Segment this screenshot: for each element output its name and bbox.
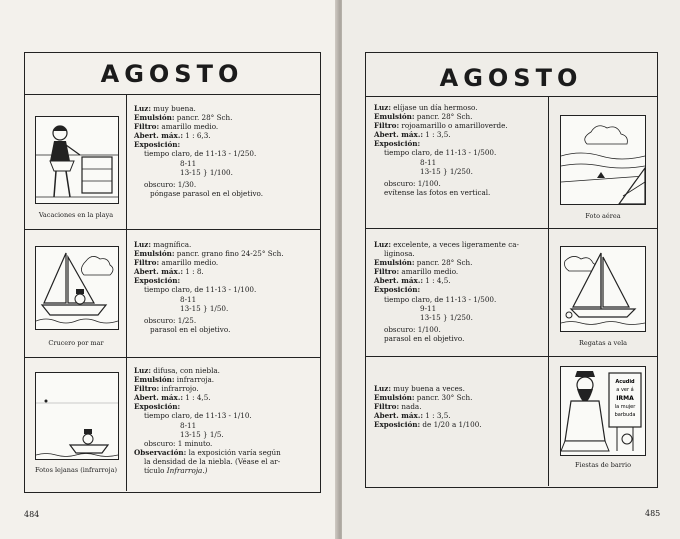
- fair-sign-line-1: Acudid: [615, 379, 635, 385]
- right-section-3-text: Luz: muy buena a veces. Emulsión: pancr. 30° Sch. Filtro: nada. Abert. máx.: 1 : 3,5. Exposición: de 1/20 a 1/100.: [374, 384, 482, 430]
- fair-sign-line-4: la mujer: [614, 404, 636, 410]
- caption-beach-vacation: Vacaciones en la playa: [38, 211, 114, 219]
- fair-sign-line-3: IRMA: [616, 395, 634, 402]
- caption-sailing-regatta: Regatas a vela: [578, 339, 628, 347]
- left-section-3-text: Luz: difusa, con niebla. Emulsión: infrarroja. Filtro: infrarrojo. Abert. máx.: 1 : 4,5. Exposición: tiempo claro, de 11-13 - 1/10. 8-11 13-15 } 1/5. obscuro: 1 minuto. Observación: la exposición varía según la densidad de la niebla. (Véase el ar- tículo Infrarroja.): [134, 366, 281, 476]
- left-page-title: AGOSTO: [100, 60, 244, 88]
- beach-vacation-illustration: [35, 116, 119, 204]
- caption-sea-cruise: Crucero por mar: [48, 339, 104, 347]
- caption-aerial-photo: Foto aérea: [585, 212, 621, 220]
- left-section-divider-2: [24, 357, 320, 358]
- caption-infrared-distance: Fotos lejanas (infrarroja): [34, 466, 118, 474]
- street-fair-illustration: [560, 366, 646, 456]
- left-page-number: 484: [24, 510, 40, 519]
- right-section-1-text: Luz: elíjase un día hermoso. Emulsión: pancr. 28° Sch. Filtro: rojoamarillo o amarilloverde. Abert. máx.: 1 : 3,5. Exposición: tiempo claro, de 11-13 - 1/500. 8-11 13-15 } 1/250. obscuro: 1/100. evítense las fotos en vertical.: [374, 103, 508, 197]
- aerial-photo-illustration: [560, 115, 646, 205]
- bearded-woman-drawing: [561, 367, 645, 455]
- right-section-2-text: Luz: excelente, a veces ligeramente ca- liginosa. Emulsión: pancr. 28° Sch. Filtro: amarillo medio. Abert. máx.: 1 : 4,5. Exposición: tiempo claro, de 11-13 - 1/500. 9-11 13-15 } 1/250. obscuro: 1/100. parasol en el objetivo.: [374, 240, 519, 343]
- sailboat-child-drawing: [36, 247, 118, 329]
- infrared-distance-illustration: [35, 372, 119, 460]
- beach-woman-drawing: [36, 117, 118, 203]
- regatta-sailboat-drawing: [561, 247, 645, 331]
- left-section-2-text: Luz: magnífica. Emulsión: pancr. grano fino 24-25° Sch. Filtro: amarillo medio. Abert. máx.: 1 : 8. Exposición: tiempo claro, de 11-13 - 1/100. 8-11 13-15 } 1/50. obscuro: 1/25. parasol en el objetivo.: [134, 240, 284, 334]
- right-column-divider: [548, 96, 549, 486]
- left-section-1-text: Luz: muy buena. Emulsión: pancr. 28° Sch. Filtro: amarillo medio. Abert. máx.: 1 : 6,3. Exposición: tiempo claro, de 11-13 - 1/250. 8-11 13-15 } 1/100. obscuro: 1/30. póngase parasol en el objetivo.: [134, 104, 264, 198]
- fair-sign-line-2: a ver á: [616, 387, 634, 393]
- right-page-title: AGOSTO: [439, 64, 583, 92]
- sailing-regatta-illustration: [560, 246, 646, 332]
- left-page: [0, 0, 338, 539]
- caption-street-fair: Fiestas de barrio: [575, 461, 631, 469]
- aerial-landscape-drawing: [561, 116, 645, 204]
- right-page-number: 485: [645, 509, 661, 518]
- sea-cruise-illustration: [35, 246, 119, 330]
- left-section-divider-1: [24, 229, 320, 230]
- right-page: [342, 0, 680, 539]
- right-section-divider-1: [365, 228, 657, 229]
- right-section-divider-2: [365, 356, 657, 357]
- left-column-divider: [126, 94, 127, 491]
- fair-sign-line-5: barbuda: [614, 412, 636, 418]
- foggy-boat-drawing: [36, 373, 118, 459]
- left-title-divider: [24, 94, 320, 95]
- right-title-divider: [365, 96, 657, 97]
